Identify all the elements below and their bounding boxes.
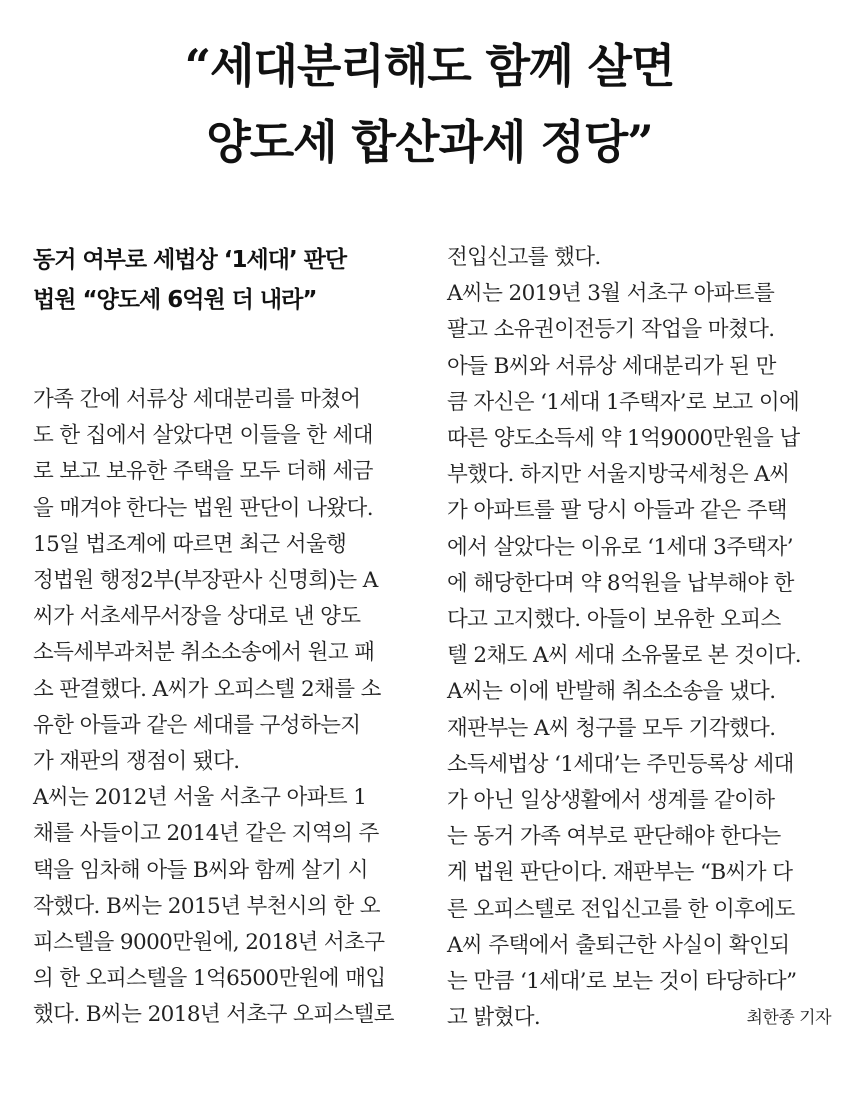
body-line: A씨는 2012년 서울 서초구 아파트 1 — [33, 785, 367, 811]
left-body-text — [33, 382, 417, 1034]
body-line: 유한 아들과 같은 세대를 구성하는지 — [33, 712, 361, 738]
body-line: 작했다. B씨는 2015년 부천시의 한 오 — [33, 893, 380, 919]
body-line: 을 매겨야 한다는 법원 판단이 나왔다. — [33, 495, 373, 521]
body-line: A씨 주택에서 출퇴근한 사실이 확인되 — [447, 932, 790, 958]
body-line: 른 오피스텔로 전입신고를 한 이후에도 — [447, 896, 795, 922]
subheadline — [33, 240, 417, 320]
body-line: 팔고 소유권이전등기 작업을 마쳤다. — [447, 317, 775, 343]
body-line: 게 법원 판단이다. 재판부는 “B씨가 다 — [447, 860, 793, 886]
byline: 최한종 기자 — [746, 1008, 831, 1029]
headline-line-2: 양도세 합산과세 정당” — [206, 115, 653, 169]
body-line: 15일 법조계에 따르면 최근 서울행 — [33, 531, 347, 557]
body-line: 는 만큼 ‘1세대’로 보는 것이 타당하다” — [447, 969, 797, 995]
body-line: 소득세부과처분 취소소송에서 원고 패 — [33, 640, 375, 666]
left-column — [33, 240, 417, 1034]
body-line: 로 보고 보유한 주택을 모두 더해 세금 — [33, 459, 373, 485]
body-line: 가 재판의 쟁점이 됐다. — [33, 749, 240, 775]
body-line: 채를 사들이고 2014년 같은 지역의 주 — [33, 821, 379, 847]
body-line: 큼 자신은 ‘1세대 1주택자’로 보고 이에 — [447, 389, 800, 415]
body-line: 는 동거 가족 여부로 판단해야 한다는 — [447, 824, 781, 850]
subheadline-line-1: 동거 여부로 세법상 ‘1세대’ 판단 — [33, 247, 347, 273]
headline-line-1: “세대분리해도 함께 살면 — [184, 39, 675, 93]
body-line: 부했다. 하지만 서울지방국세청은 A씨 — [447, 462, 790, 488]
body-line: 가 아파트를 팔 당시 아들과 같은 주택 — [447, 498, 787, 524]
body-line: 씨가 서초세무서장을 상대로 낸 양도 — [33, 604, 361, 630]
last-line-row — [447, 1000, 831, 1036]
body-line: 따른 양도소득세 약 1억9000만원을 납 — [447, 426, 800, 452]
body-line: 소득세법상 ‘1세대’는 주민등록상 세대 — [447, 751, 794, 777]
body-line: 고 밝혔다. — [447, 1005, 541, 1031]
body-line: 의 한 오피스텔을 1억6500만원에 매입 — [33, 966, 386, 992]
headline — [0, 28, 859, 180]
body-line: 다고 고지했다. 아들이 보유한 오피스 — [447, 607, 781, 633]
right-column — [447, 240, 831, 1036]
body-line: 텔 2채도 A씨 세대 소유물로 본 것이다. — [447, 643, 802, 669]
body-line: 에 해당한다며 약 8억원을 납부해야 한 — [447, 570, 794, 596]
body-line: 아들 B씨와 서류상 세대분리가 된 만 — [447, 353, 776, 379]
body-line: 가 아닌 일상생활에서 생계를 같이하 — [447, 788, 775, 814]
body-line: A씨는 이에 반발해 취소소송을 냈다. — [447, 679, 776, 705]
body-line: 에서 살았다는 이유로 ‘1세대 3주택자’ — [447, 534, 793, 560]
body-line: 도 한 집에서 살았다면 이들을 한 세대 — [33, 423, 373, 449]
body-line: 가족 간에 서류상 세대분리를 마쳤어 — [33, 387, 361, 412]
subheadline-line-2: 법원 “양도세 6억원 더 내라” — [33, 287, 317, 313]
body-line: 정법원 행정2부(부장판사 신명희)는 A — [33, 568, 378, 594]
body-line: 소 판결했다. A씨가 오피스텔 2채를 소 — [33, 676, 381, 702]
body-line: A씨는 2019년 3월 서초구 아파트를 — [447, 281, 775, 307]
body-line: 전입신고를 했다. — [447, 245, 601, 270]
body-line: 택을 임차해 아들 B씨와 함께 살기 시 — [33, 857, 368, 883]
body-line: 했다. B씨는 2018년 서초구 오피스텔로 — [33, 1002, 394, 1028]
body-line: 피스텔을 9000만원에, 2018년 서초구 — [33, 930, 385, 956]
body-line: 재판부는 A씨 청구를 모두 기각했다. — [447, 715, 776, 741]
